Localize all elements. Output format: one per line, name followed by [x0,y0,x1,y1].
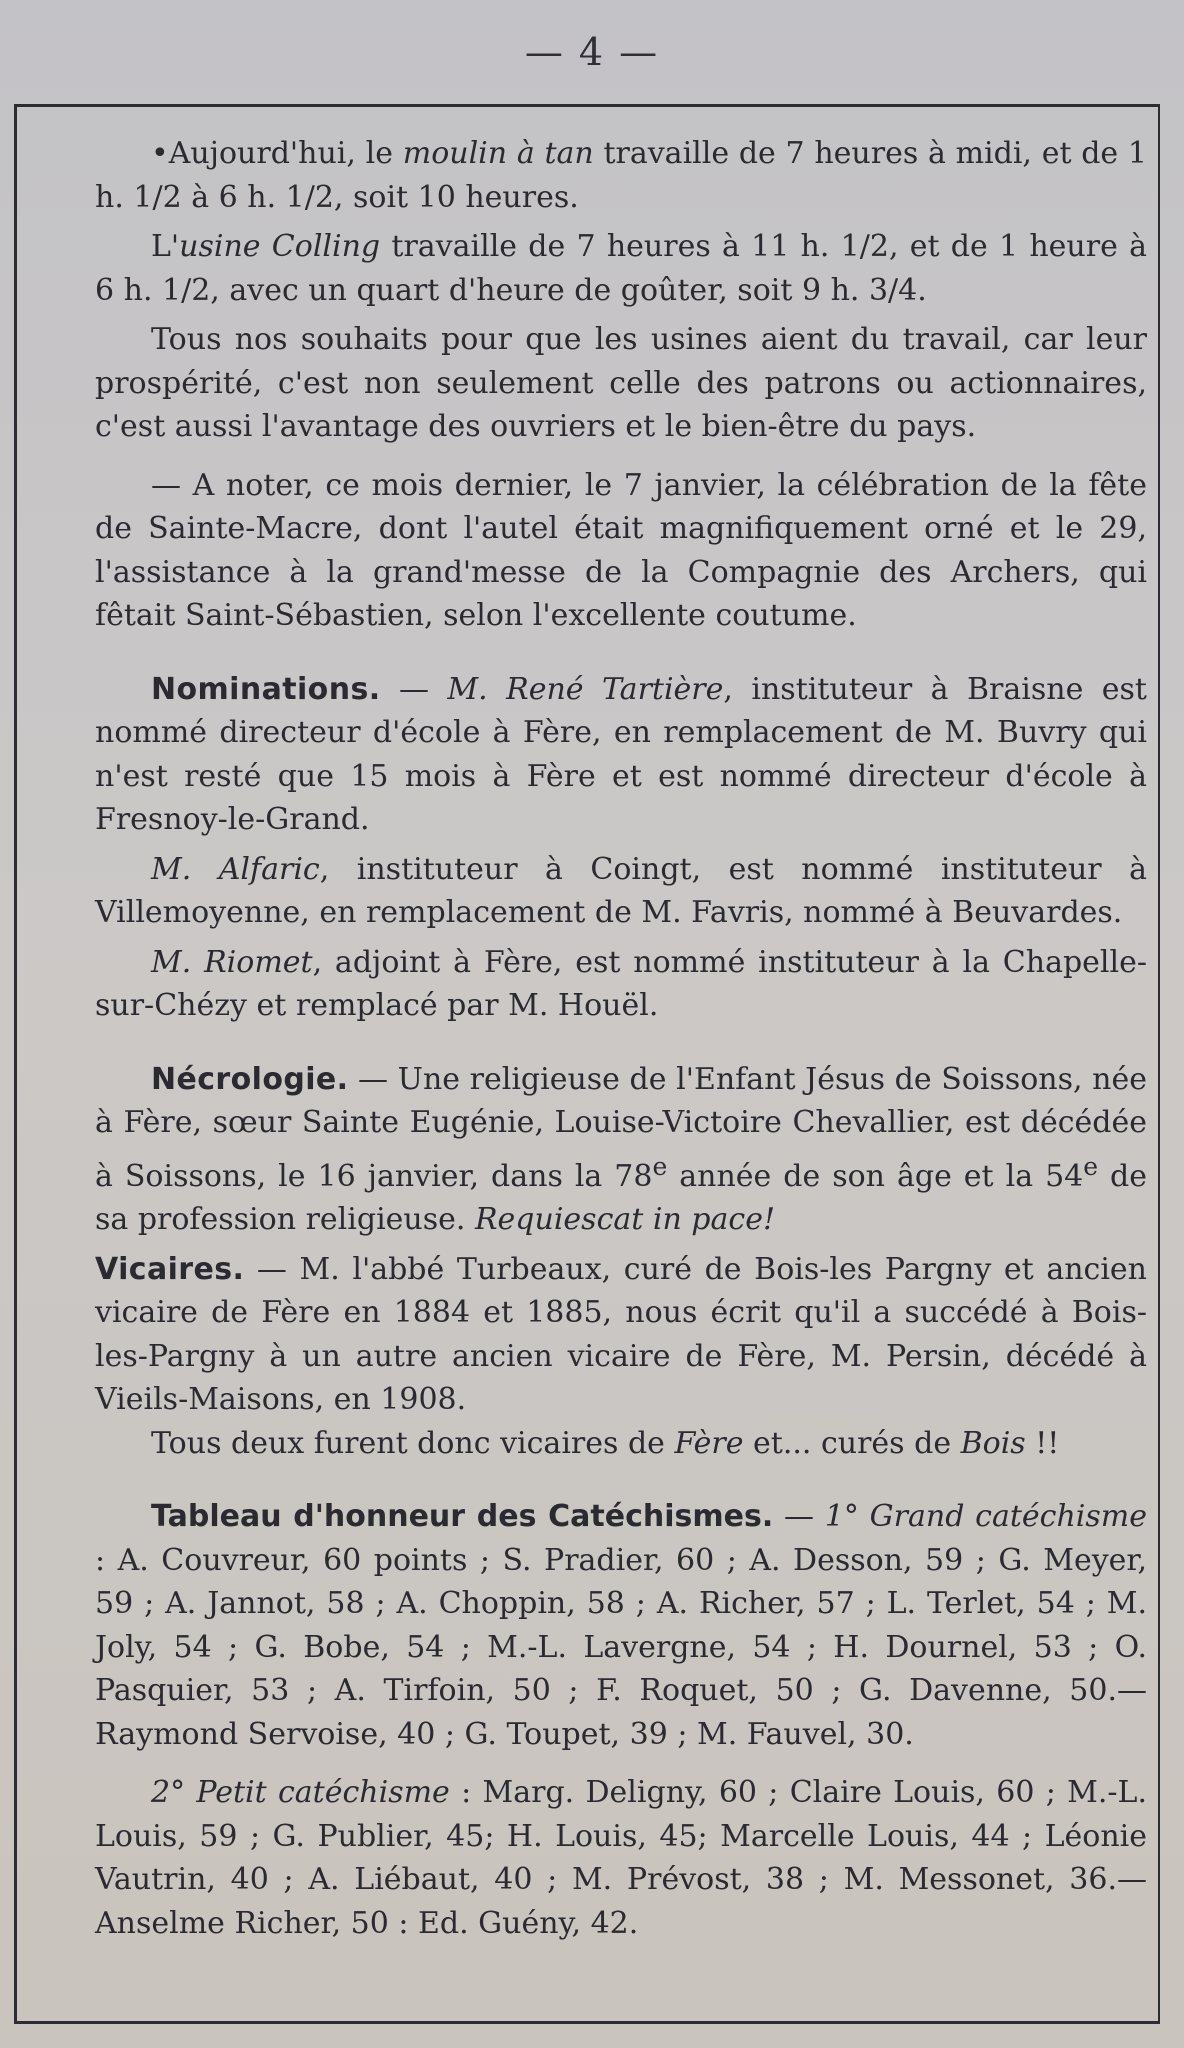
italic-term: Bois [960,1425,1026,1461]
text-run: de sa profession religieuse. [95,1158,1147,1237]
page-number: — 4 — [524,30,660,74]
paragraph-alfaric [95,848,1147,935]
italic-term: Fère [674,1425,744,1461]
person-name: M. René Tartière [447,671,724,707]
text-run: , adjoint à Fère, est nommé instituteur à la Chapelle-sur-Chézy et remplacé par M. Houël. [95,944,1147,1023]
section-heading: Tableau d'honneur des Catéchismes. [151,1499,774,1534]
paragraph-sainte-macre: — A noter, ce mois dernier, le 7 janvier, la célébration de la fête de Sainte-Macre, dont l'autel était magnifiquement orné et le 29, l'assistance à la grand'messe de la Compagnie des Archers, qui fêtait Saint-Sébastien, selon l'excellente coutume. [95,467,1147,633]
section-heading: Nominations. [151,671,381,707]
text-run: L' [151,229,180,264]
category-label: 1° Grand catéchisme [824,1499,1147,1534]
paragraph-petit-catechisme [95,1771,1147,1945]
ordinal-suffix: e [652,1151,668,1181]
ordinal-suffix: e [1083,1151,1099,1181]
paragraph-riomet [95,941,1147,1028]
person-name: M. Riomet [151,944,313,980]
text-run: !! [1025,1425,1060,1461]
text-run: — [773,1499,825,1534]
article-body [95,132,1147,1945]
text-run: , instituteur à Coingt, est nommé instituteur à Villemoyenne, en remplacement de M. Favris, nommé à Beuvardes. [95,851,1147,930]
text-run: travaille de 7 heures à 11 h. 1/2, et de 1 heure à 6 h. 1/2, avec un quart d'heure de goûter, soit 9 h. 3/4. [95,229,1147,308]
text-run: Tous deux furent donc vicaires de [151,1425,675,1461]
text-run: : A. Couvreur, 60 points ; S. Pradier, 60 ; A. Desson, 59 ; G. Meyer, 59 ; A. Jannot, 58 ; A. Choppin, 58 ; A. Richer, 57 ; L. Terlet, 54 ; M. Joly, 54 ; G. Bobe, 54 ; M.-L. Lavergne, 54 ; H. Dournel, 53 ; O. Pasquier, 53 ; A. Tirfoin, 50 ; F. Roquet, 50 ; G. Davenne, 50.— Raymond Servoise, 40 ; G. Toupet, 39 ; M. Fauvel, 30. [95,1542,1147,1752]
section-heading: Nécrologie. [151,1061,349,1097]
paragraph-souhaits: Tous nos souhaits pour que les usines aient du travail, car leur prospérité, c'est non seulement celle des patrons ou actionnaires, c'est aussi l'avantage des ouvriers et le bien-être du pays. [95,322,1147,444]
text-run: — [380,671,448,707]
paragraph-usine [95,225,1147,312]
section-vicaires [95,1248,1147,1422]
section-necrologie [95,1058,1147,1242]
text-run: •Aujourd'hui, le [151,136,403,171]
italic-term: moulin à tan [402,136,594,171]
latin-phrase: Requiescat in pace! [474,1202,776,1237]
section-nominations [95,668,1147,842]
paragraph-moulin [95,132,1147,219]
italic-term: usine Colling [179,229,381,264]
text-run: année de son âge et la 54 [667,1158,1084,1194]
paragraph-vicaires-conclusion [95,1422,1147,1466]
text-run: — M. l'abbé Turbeaux, curé de Bois-les Pargny et ancien vicaire de Fère en 1884 et 1885, nous écrit qu'il a succédé à Bois-les-Pargny à un autre ancien vicaire de Fère, M. Persin, décédé à Vieils-Maisons, en 1908. [95,1251,1147,1417]
text-run: , instituteur à Braisne est nommé directeur d'école à Fère, en remplacement de M. Buvry qui n'est resté que 15 mois à Fère et est nommé directeur d'école à Fresnoy-le-Grand. [95,671,1147,837]
person-name: M. Alfaric [151,851,320,887]
text-run: travaille de 7 heures à midi, et de 1 h. 1/2 à 6 h. 1/2, soit 10 heures. [95,136,1148,215]
section-tableau [95,1495,1147,1756]
text-run: — Une religieuse de l'Enfant Jésus de Soissons, née à Fère, sœur Sainte Eugénie, Louise-Victoire Chevallier, est décédée à Soissons, le 16 janvier, dans la 78 [95,1061,1147,1194]
text-run: : Marg. Deligny, 60 ; Claire Louis, 60 ; M.-L. Louis, 59 ; G. Publier, 45; H. Louis, 45; Marcelle Louis, 44 ; Léonie Vautrin, 40 ; A. Liébaut, 40 ; M. Prévost, 38 ; M. Messonet, 36.— Anselme Richer, 50 : Ed. Guény, 42. [95,1775,1147,1941]
section-heading: Vicaires. [95,1251,245,1287]
text-run: et... curés de [743,1425,961,1461]
category-label: 2° Petit catéchisme [151,1775,450,1810]
